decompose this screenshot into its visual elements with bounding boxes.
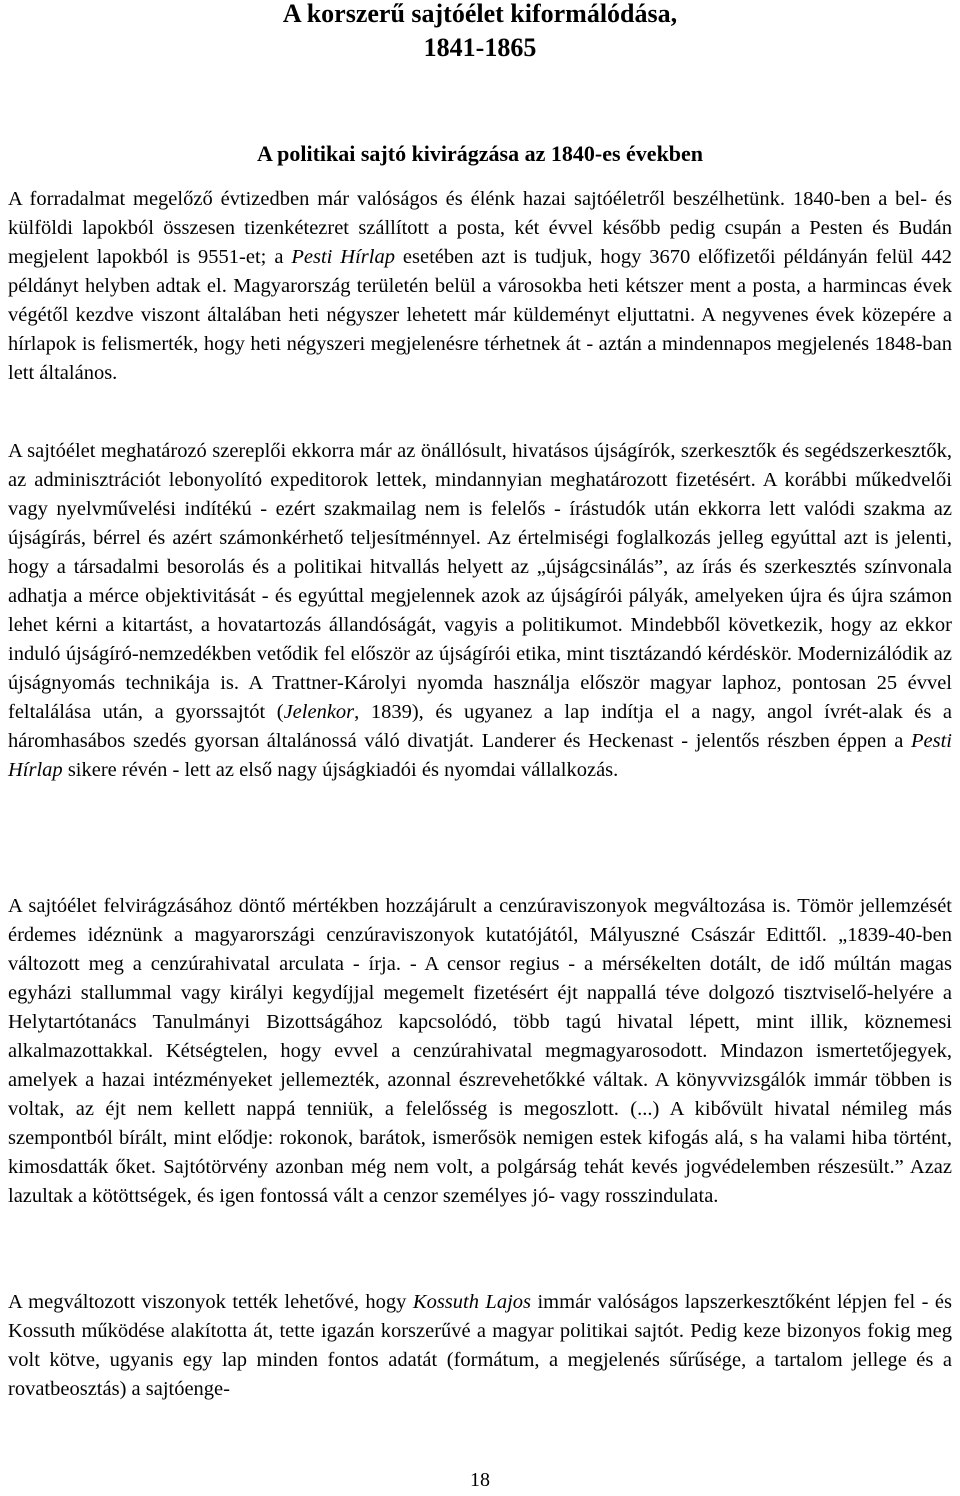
paragraph-text: A forradalmat megelőző évtizedben már valóságos és élénk hazai sajtóéletről beszélhetünk. 1840-ben a bel- és külföldi lapokból összesen tizenkétezret szállított a posta, két évvel később pedig csupán a Pesten és Budán megjelent lapokból is 9551-et; a — [8, 188, 952, 268]
paragraph-text: , 1839), és ugyanez a lap indítja el a nagy, angol ívrét-alak és a háromhasábos szedés gyorsan általánossá váló divatját. Landerer és Heckenast - jelentős részben éppen a — [8, 701, 952, 752]
paragraph — [8, 892, 952, 1211]
italic-text: Kossuth Lajos — [412, 1291, 532, 1313]
italic-text: Pesti Hírlap — [291, 246, 395, 268]
paragraph-text: A sajtóélet meghatározó szereplői ekkorra már az önállósult, hivatásos újságírók, szerkesztők és segédszerkesztők, az adminisztrációt lebonyolító expeditorok lettek, mindannyian meghatározott fizetésért. A korábbi műkedvelői vagy nyelvművelési indítékú - ezért szakmailag nem is felelős - írástudók után ekkorra lett valódi szakma az újságírás, bérrel és azért számonkérhető teljesítménnyel. Az értelmiségi foglalkozás jelleg egyúttal azt is jelenti, hogy a társadalmi besorolás és a politikai hitvallás helyett az „újságcsinálás”, az írás és szerkesztés színvonala adhatja a mérce objektivitását - és egyúttal megjelennek azok az újságírói pályák, amelyeken újra és újra számon lehet kérni a kitartást, a hovatartozás állandóságát, vagyis a politikumot. Mindebből következik, hogy az ekkor induló újságíró-nemzedékben vetődik fel először az újságírói etika, mint tisztázandó kérdéskör. Modernizálódik az újságnyomás technikája is. A Trattner-Károlyi nyomda használja először magyar laphoz, pontosan 25 évvel feltalálása után, a gyorssajtót ( — [8, 440, 952, 723]
paragraph-text: A sajtóélet felvirágzásához döntő mértékben hozzájárult a cenzúraviszonyok megváltozása is. Tömör jellemzését érdemes idéznünk a magyarországi cenzúraviszonyok kutatójától, Mályuszné Császár Edittől. „1839-40-ben változott meg a cenzúrahivatal arculata - írja. - A censor regius - a mérsékelten dotált, de idő múltán magas egyházi stallummal vagy királyi kegydíjjal megemelt fizetésért éjt nappallá téve dolgozó tisztviselő-helyére a Helytartótanács Tanulmányi Bizottságához kapcsolódó, több tagú hivatal lépett, mint illik, köznemesi alkalmazottakkal. Kétségtelen, hogy evvel a cenzúrahivatal megmagyarosodott. Mindazon ismertetőjegyek, amelyek a hazai intézményeket jellemezték, azonnal észrevehetőkké váltak. A könyvvizsgálók immár többen is voltak, az éjt nem kellett nappá tenniük, a felelősség is megoszlott. (...) A kibővült hivatal némileg más szempontból bírált, mint elődje: rokonok, barátok, ismerősök nemigen estek kifogás alá, s ha valami hiba történt, kimosdatták őket. Sajtótörvény azonban még nem volt, a polgárság tehát kevés jogvédelemben részesült.” Azaz lazultak a kötöttségek, és igen fontossá vált a cenzor személyes jó- vagy rosszindulata. — [8, 895, 952, 1207]
paragraph-text: sikere révén - lett az első nagy újságkiadói és nyomdai vállalkozás. — [62, 759, 619, 781]
paragraph-text: esetében azt is tudjuk, hogy 3670 előfizetői példányán felül 442 példányt helyben adtak el. Magyarország területén belül a városokba heti kétszer ment a posta, a harmincas évek végétől kezdve viszont általában heti négyszer lehetett már küldeményt eljuttatni. A negyvenes évek közepére a hírlapok is felismerték, hogy heti négyszeri megjelenésre térhetnek át - aztán a mindennapos megjelenés 1848-ban lett általános. — [8, 246, 952, 384]
paragraph — [8, 1288, 952, 1404]
paragraph-text: immár valóságos lapszerkesztőként lépjen fel - és Kossuth működése alakította át, tette igazán korszerűvé a magyar politikai sajtót. Pedig keze bizonyos fokig meg volt kötve, ugyanis egy lap minden fontos adatát (formátum, a megjelenés sűrűsége, a tartalom jellege és a rovatbeosztás) a sajtóenge- — [8, 1291, 952, 1400]
page-number: 18 — [470, 1469, 490, 1491]
document-title-line2: 1841-1865 — [423, 33, 537, 62]
italic-text: Pesti Hírlap — [8, 730, 952, 781]
paragraph-text: A megváltozott viszonyok tették lehetővé, hogy — [8, 1291, 413, 1313]
document-title-line1: A korszerű sajtóélet kiformálódása, — [282, 0, 678, 28]
italic-text: Jelenkor — [283, 701, 355, 723]
paragraph — [8, 185, 952, 388]
section-heading: A politikai sajtó kivirágzása az 1840-es években — [256, 141, 704, 166]
paragraph — [8, 437, 952, 785]
